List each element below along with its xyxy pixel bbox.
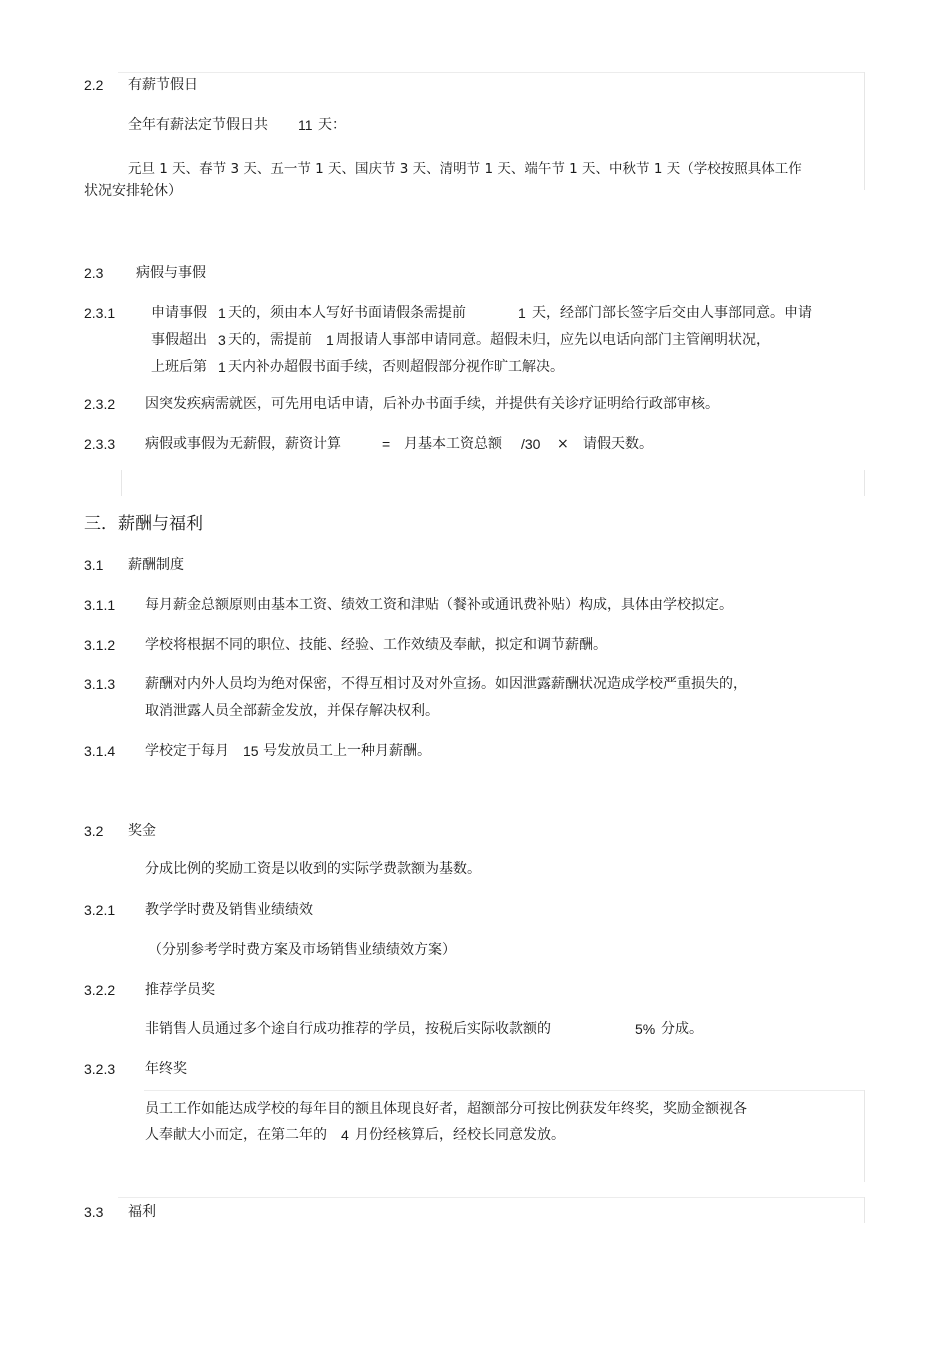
- clause-text: 天的，须由本人写好书面请假条需提前: [228, 305, 466, 321]
- clause-text: 员工工作如能达成学校的每年目的额且体现良好者，超额部分可按比例获发年终奖，奖励金额视各: [145, 1101, 747, 1117]
- clause-text: 人奉献大小而定，在第二年的: [145, 1127, 327, 1143]
- clause-number-inline: 1: [218, 359, 226, 375]
- divider-bottom: [118, 1197, 865, 1198]
- clause-text: 薪酬对内外人员均为绝对保密，不得互相讨及对外宣扬。如因泄露薪酬状况造成学校严重损失的，: [145, 676, 747, 692]
- section-number: 3.3: [84, 1204, 104, 1220]
- holiday-list-line: 状况安排轮休）: [84, 183, 182, 199]
- paragraph-text: 分成比例的奖励工资是以收到的实际学费款额为基数。: [145, 861, 481, 877]
- clause-text: 分成。: [661, 1021, 703, 1037]
- clause-note: （分别参考学时费方案及市场销售业绩绩效方案）: [148, 942, 456, 958]
- rule-right-2: [864, 470, 865, 496]
- clause-title: 年终奖: [145, 1061, 187, 1077]
- rule-right-1: [864, 72, 865, 190]
- clause-number: 2.3.3: [84, 436, 116, 452]
- clause-number: 3.1.3: [84, 676, 116, 692]
- section-number: 2.3: [84, 265, 104, 281]
- clause-title: 教学学时费及销售业绩绩效: [145, 902, 313, 918]
- section-title: 病假与事假: [136, 265, 206, 281]
- clause-text: 月份经核算后，经校长同意发放。: [355, 1127, 565, 1143]
- clause-title: 推荐学员奖: [145, 982, 215, 998]
- clause-text: 天的，需提前: [228, 332, 312, 348]
- divisor: /30: [521, 436, 541, 452]
- chapter-heading: 三．薪酬与福利: [84, 514, 203, 534]
- rule-right-3: [864, 1090, 865, 1182]
- clause-number: 3.1.2: [84, 637, 116, 653]
- clause-number: 3.2.1: [84, 902, 116, 918]
- section-title: 有薪节假日: [128, 77, 198, 93]
- clause-text: 月基本工资总额: [404, 436, 502, 452]
- rule-right-4: [864, 1197, 865, 1223]
- clause-number-inline: 3: [218, 332, 226, 348]
- clause-text: 周报请人事部申请同意。超假未归，应先以电话向部门主管阐明状况，: [336, 332, 770, 348]
- rule-left-2: [121, 470, 122, 496]
- clause-text: 请假天数。: [583, 436, 653, 452]
- clause-text: 因突发疾病需就医，可先用电话申请，后补办书面手续，并提供有关诊疗证明给行政部审核。: [145, 396, 719, 412]
- section-number: 3.1: [84, 557, 104, 573]
- times-sign: ×: [557, 436, 569, 452]
- divider-top: [118, 72, 865, 73]
- clause-text: 天，经部门部长签字后交由人事部同意。申请: [532, 305, 812, 321]
- clause-number-inline: 15: [243, 743, 259, 759]
- clause-text: 非销售人员通过多个途自行成功推荐的学员，按税后实际收款额的: [145, 1021, 551, 1037]
- section-number: 2.2: [84, 77, 104, 93]
- clause-text: 取消泄露人员全部薪金发放，并保存解决权利。: [145, 703, 439, 719]
- clause-text: 学校定于每月: [145, 743, 229, 759]
- clause-number-inline: 1: [518, 305, 526, 321]
- paragraph-text: 天：: [318, 117, 346, 133]
- clause-text: 上班后第: [151, 359, 207, 375]
- clause-number: 3.1.4: [84, 743, 116, 759]
- clause-text: 天内补办超假书面手续，否则超假部分视作旷工解决。: [228, 359, 564, 375]
- clause-text: 每月薪金总额原则由基本工资、绩效工资和津贴（餐补或通讯费补贴）构成，具体由学校拟定。: [145, 597, 733, 613]
- paragraph-number: 11: [298, 117, 313, 133]
- clause-text: 申请事假: [151, 305, 207, 321]
- clause-number-inline: 4: [341, 1127, 349, 1143]
- section-title: 福利: [128, 1204, 156, 1220]
- clause-number-inline: 1: [326, 332, 334, 348]
- clause-number: 2.3.1: [84, 305, 116, 321]
- clause-number: 3.1.1: [84, 597, 116, 613]
- section-number: 3.2: [84, 823, 104, 839]
- equals-sign: =: [382, 436, 391, 452]
- clause-number: 2.3.2: [84, 396, 116, 412]
- holiday-list-line: 元旦 1 天、春节 3 天、五一节 1 天、国庆节 3 天、清明节 1 天、端午节 1 天、中秋节 1 天（学校按照具体工作: [128, 161, 802, 177]
- clause-text: 病假或事假为无薪假，薪资计算: [145, 436, 341, 452]
- divider-box: [144, 1090, 864, 1091]
- clause-number: 3.2.3: [84, 1061, 116, 1077]
- clause-number: 3.2.2: [84, 982, 116, 998]
- clause-text: 学校将根据不同的职位、技能、经验、工作效绩及奉献，拟定和调节薪酬。: [145, 637, 607, 653]
- paragraph-text: 全年有薪法定节假日共: [128, 117, 268, 133]
- clause-text: 事假超出: [151, 332, 207, 348]
- percentage: 5%: [635, 1021, 656, 1037]
- section-title: 薪酬制度: [128, 557, 184, 573]
- section-title: 奖金: [128, 823, 156, 839]
- clause-number-inline: 1: [218, 305, 226, 321]
- clause-text: 号发放员工上一种月薪酬。: [263, 743, 431, 759]
